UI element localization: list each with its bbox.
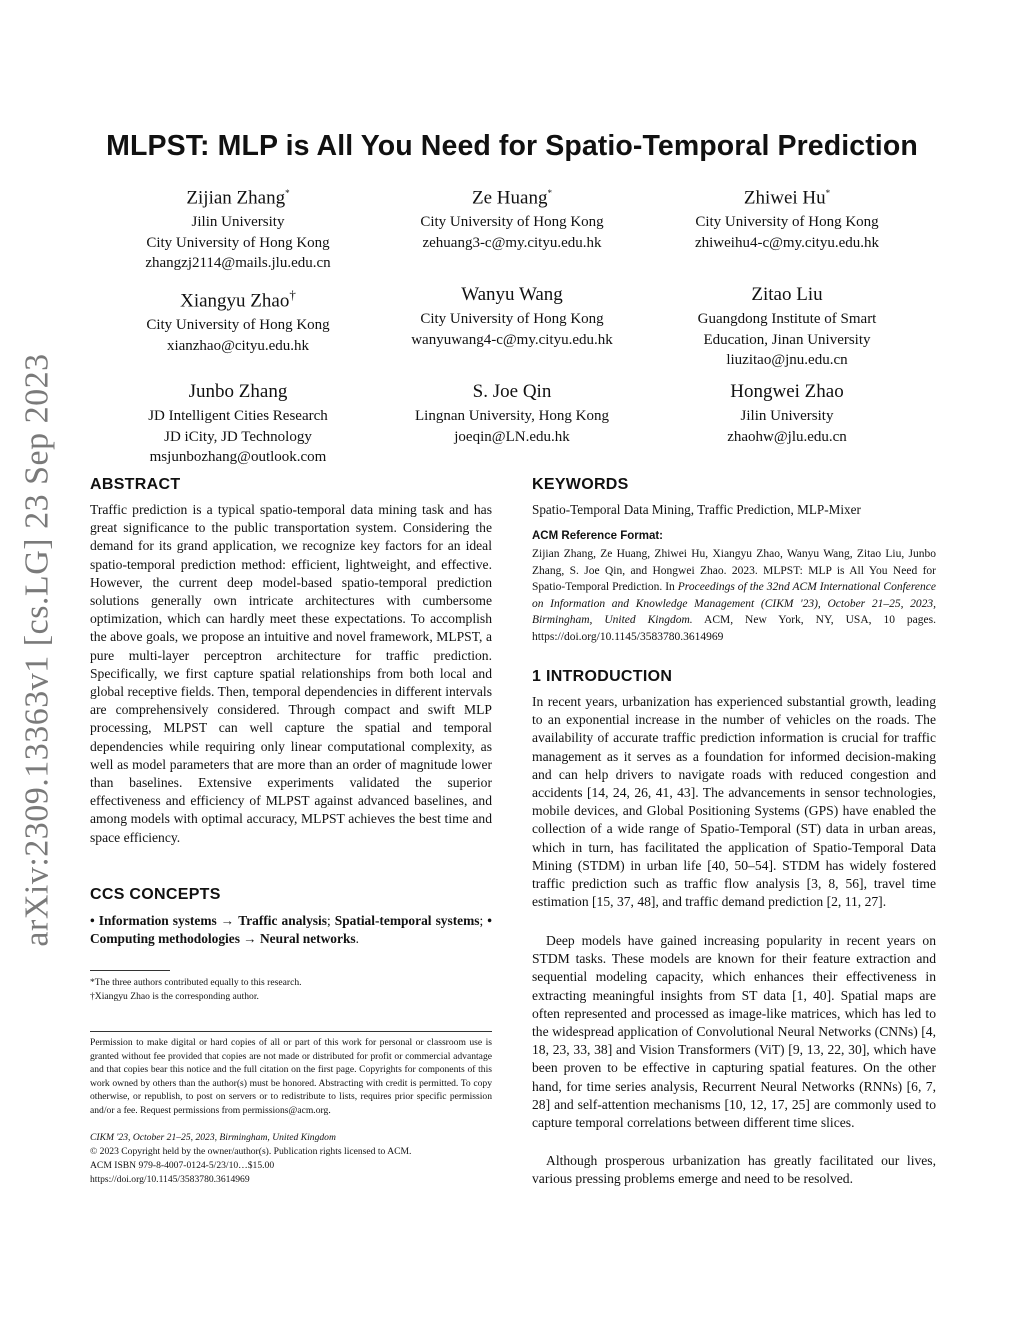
arxiv-side-stamp: [12, 355, 64, 945]
author-email: zehuang3-c@my.cityu.edu.hk: [422, 234, 602, 251]
author-name: Xiangyu Zhao: [180, 290, 290, 312]
copyright-line: © 2023 Copyright held by the owner/author(s). Publication rights licensed to ACM.: [90, 1146, 412, 1157]
author-block: [367, 283, 657, 350]
author-block: [93, 380, 383, 468]
footnote-rule: [90, 970, 170, 971]
author-email: msjunbozhang@outlook.com: [149, 449, 327, 465]
abstract-heading: ABSTRACT: [90, 476, 181, 493]
abstract-text: Traffic prediction is a typical spatio-temporal data mining task and has great significance to the public transportation system. Considering the demand for its grand application, we recognize key factors for an ideal spatio-temporal prediction method: efficient, lightweight, and effective. However, the current deep model-based spatio-temporal prediction solutions generally own intricate architectures with cumbersome optimization, which can hardly meet these expectations. To accomplish the above goals, we propose an intuitive and novel framework, MLPST, a pure multi-layer perceptron architecture for traffic prediction. Specifically, we first capture spatial relationships from both local and global receptive fields. Then, temporal dependencies in different intervals are comprehensively considered. Through compact and swift MLP processing, MLPST can well capture the spatial and temporal dependencies while requiring only linear computational complexity, as well as model parameters that are more than an order of magnitude lower than baselines. Extensive experiments validated the superior effectiveness and efficiency of MLPST against advanced baselines, and among models with optimal accuracy, MLPST achieves the best time and space efficiency.: [90, 502, 492, 845]
author-name: Zhiwei Hu: [743, 187, 826, 209]
keywords-heading: KEYWORDS: [532, 476, 629, 493]
author-block: [642, 181, 932, 253]
author-name: Junbo Zhang: [188, 381, 288, 402]
paper-title: MLPST: MLP is All You Need for Spatio-Temporal Prediction: [106, 130, 918, 162]
ccs-concepts: [90, 912, 492, 948]
arxiv-stamp-text: arXiv:2309.13363v1 [cs.LG] 23 Sep 2023: [19, 353, 56, 947]
author-affiliation: JD iCity, JD Technology: [164, 428, 312, 445]
ccs-sep: ;: [326, 913, 335, 928]
author-mark: *: [825, 188, 831, 198]
permission-rule: [90, 1031, 492, 1032]
author-email: liuzitao@jnu.edu.cn: [726, 352, 848, 368]
author-affiliation: Guangdong Institute of Smart: [697, 311, 877, 327]
author-block: [93, 181, 383, 274]
author-affiliation: City University of Hong Kong: [695, 214, 879, 231]
ccs-sep: ;: [479, 913, 488, 928]
footnote-equal-contribution: *The three authors contributed equally to this research.: [90, 977, 302, 988]
ccs-arrow: →: [239, 931, 261, 947]
author-affiliation: City University of Hong Kong: [420, 214, 604, 231]
ccs-sep: .: [355, 931, 359, 947]
ccs-term: Spatial-temporal systems: [334, 913, 480, 928]
author-block: [367, 181, 657, 253]
ccs-term: • Computing methodologies: [90, 913, 492, 947]
author-affiliation: Education, Jinan University: [703, 331, 871, 348]
permission-notice: Permission to make digital or hard copies of all or part of this work for personal or classroom use is granted without fee provided that copies are not made or distributed for profit or commercial advantage and that copies bear this notice and the full citation on the first page. Copyrights for components of this work owned by others than the author(s) must be honored. Abstracting with credit is permitted. To copy otherwise, or republish, to post on servers or to redistribute to lists, requires prior specific permission and/or a fee. Request permissions from permissions@acm.org.: [90, 1037, 492, 1116]
author-block: [642, 283, 932, 371]
doi-link[interactable]: https://doi.org/10.1145/3583780.3614969: [90, 1174, 250, 1185]
acm-ref-heading: ACM Reference Format:: [532, 530, 663, 542]
author-name: Ze Huang: [472, 187, 548, 209]
author-email: zhangzj2114@mails.jlu.edu.cn: [145, 255, 331, 272]
acm-ref-proceedings: Proceedings of the 32nd ACM International Conference on Information and Knowledge Management (CIKM '23), October 21–25, 2023, Birmingham, United Kingdom.: [532, 581, 936, 626]
ccs-term: • Information systems: [90, 913, 217, 928]
author-block: [367, 380, 657, 447]
author-name: S. Joe Qin: [472, 381, 552, 402]
author-block: [642, 380, 932, 447]
ccs-arrow: →: [216, 913, 239, 928]
author-affiliation: Lingnan University, Hong Kong: [414, 408, 609, 424]
author-affiliation: JD Intelligent Cities Research: [148, 408, 328, 424]
author-affiliation: City University of Hong Kong: [146, 234, 330, 251]
author-name: Zitao Liu: [751, 284, 823, 305]
author-mark: †: [289, 287, 296, 302]
author-affiliation: City University of Hong Kong: [146, 317, 330, 334]
conference-venue: CIKM '23, October 21–25, 2023, Birmingham, United Kingdom: [90, 1132, 336, 1143]
intro-paragraph-2: Deep models have gained increasing popularity in recent years on STDM tasks. These models are known for their feature extraction and sequential modeling capacity, which enhances their effectiveness in extracting meaningful insights from ST data [1, 40]. Spatial maps are often represented and processed as image-like matrices, which has led to the widespread application of Convolutional Neural Networks (CNNs) [4, 18, 23, 33, 38] and Vision Transformers (ViT) [9, 13, 22, 30], which have been proven to be effective in capturing spatial features. On the other hand, for time series analysis, Recurrent Neural Networks (RNNs) [6, 7, 28] and self-attention mechanisms [10, 12, 17, 25] are commonly used to capture temporal correlations between different time slices.: [532, 933, 936, 1131]
intro-paragraph-3: Although prosperous urbanization has greatly facilitated our lives, various pressing problems emerge and need to be resolved.: [532, 1153, 936, 1187]
author-affiliation: City University of Hong Kong: [420, 311, 604, 327]
intro-paragraph-1: In recent years, urbanization has experienced substantial growth, leading to an exponential increase in the number of vehicles on the roads. The availability of accurate traffic prediction information is crucial for traffic management as it serves as a foundation for informed decision-making and can help drivers to navigate roads with reduced congestion and accidents [14, 24, 26, 41, 43]. The advancements in sensor technologies, mobile devices, and Global Positioning Systems (GPS) have enabled the collection of a wide range of Spatio-Temporal (ST) data in urban areas, which in turn, has facilitated the application of Spatio-Temporal Data Mining (STDM) in urban life [40, 50–54]. STDM has widely fostered traffic prediction such as traffic flow analysis [3, 8, 56], travel time estimation [15, 37, 48], and traffic demand prediction [2, 11, 27].: [532, 694, 936, 910]
author-name: Wanyu Wang: [461, 284, 563, 305]
author-block: [93, 283, 383, 356]
ccs-term: Traffic analysis: [238, 913, 327, 928]
author-email: wanyuwang4-c@my.cityu.edu.hk: [411, 331, 613, 348]
author-email: zhiweihu4-c@my.cityu.edu.hk: [694, 234, 880, 251]
author-email: zhaohw@jlu.edu.cn: [727, 428, 847, 445]
author-affiliation: Jilin University: [740, 408, 834, 424]
author-email: joeqin@LN.edu.hk: [454, 428, 570, 445]
author-mark: *: [285, 188, 290, 198]
ccs-heading: CCS CONCEPTS: [90, 886, 221, 903]
keywords-text: Spatio-Temporal Data Mining, Traffic Prediction, MLP-Mixer: [532, 502, 861, 517]
intro-heading: 1 INTRODUCTION: [532, 668, 673, 685]
isbn-line: ACM ISBN 979-8-4007-0124-5/23/10…$15.00: [90, 1160, 275, 1171]
ccs-term: Neural networks: [260, 931, 356, 947]
author-name: Zijian Zhang: [186, 187, 286, 209]
acm-ref-text: Zijian Zhang, Ze Huang, Zhiwei Hu, Xiangyu Zhao, Wanyu Wang, Zitao Liu, Junbo Zhang, S. Joe Qin, and Hongwei Zhao. 2023. MLPST: MLP is All You Need for Spatio-Temporal Prediction. In Proceedings of the 32nd ACM International Conference on Information and Knowledge Management (CIKM '23), October 21–25, 2023, Birmingham, United Kingdom. ACM, New York, NY, USA, 10 pages. https://doi.org/10.1145/3583780.3614969: [532, 548, 936, 643]
author-mark: *: [547, 188, 552, 198]
author-email: xianzhao@cityu.edu.hk: [166, 337, 310, 354]
author-name: Hongwei Zhao: [730, 381, 844, 402]
author-affiliation: Jilin University: [191, 214, 285, 231]
footnote-corresponding: †Xiangyu Zhao is the corresponding author.: [90, 991, 259, 1002]
